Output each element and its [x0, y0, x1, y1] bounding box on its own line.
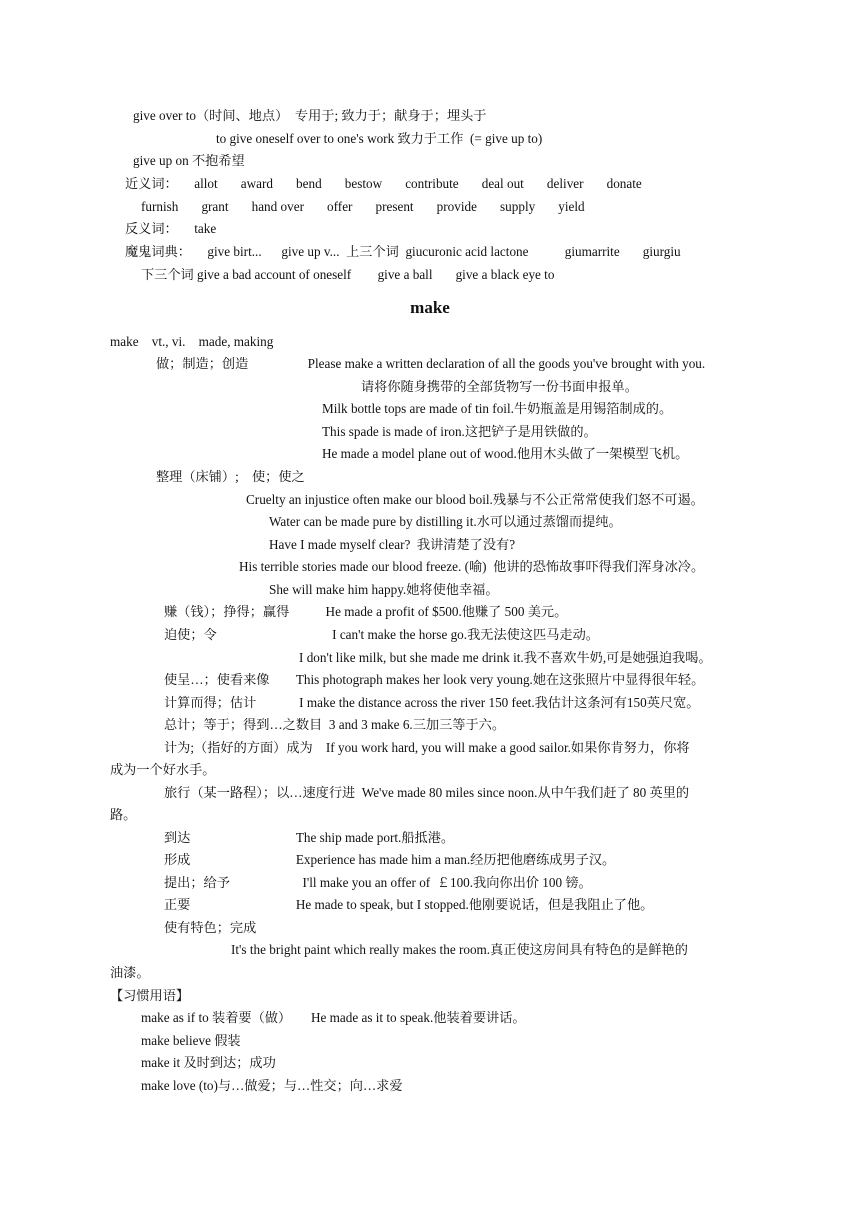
text-line: give up on 不抱希望 — [133, 153, 245, 168]
example-line: Have I made myself clear? 我讲清楚了没有? — [269, 537, 516, 552]
definition-line: 迫使；令 I can't make the horse go.我无法使这匹马走动。 — [164, 627, 599, 642]
definition-line: 赚（钱）；挣得；赢得 He made a profit of $500.他赚了 500 美元。 — [164, 604, 568, 619]
example-line: It's the bright paint which really makes the room.真正使这房间具有特色的是鲜艳的 — [231, 942, 688, 957]
example-line: He made a model plane out of wood.他用木头做了一架模型飞机。 — [322, 446, 689, 461]
definition-line: 总计；等于；得到…之数目 3 and 3 make 6.三加三等于六。 — [164, 717, 506, 732]
idiom-line: make it 及时到达；成功 — [141, 1055, 276, 1070]
text-line: give over to（时间、地点） 专用于; 致力于；献身于；埋头于 — [133, 108, 487, 123]
example-continuation: 油漆。 — [110, 965, 150, 980]
devil-dictionary-line: 魔鬼词典： give birt... give up v... 上三个词 giucuronic acid lactone giumarrite giurgiu — [125, 244, 681, 259]
example-line: 请将你随身携带的全部货物写一份书面申报单。 — [361, 379, 638, 394]
definition-line: 做；制造；创造 Please make a written declaration of all the goods you've brought with you. — [156, 356, 706, 371]
definition-line: 到达 The ship made port.船抵港。 — [164, 830, 455, 845]
devil-dictionary-line: 下三个词 give a bad account of oneself give a ball give a black eye to — [141, 267, 555, 282]
definition-continuation: 成为一个好水手。 — [110, 762, 216, 777]
definition-line: 使有特色；完成 — [164, 920, 257, 935]
definition-line: 形成 Experience has made him a man.经历把他磨练成男子汉。 — [164, 852, 616, 867]
idiom-line: make believe 假装 — [141, 1033, 241, 1048]
definition-line: 使呈…；使看来像 This photograph makes her look very young.她在这张照片中显得很年轻。 — [164, 672, 705, 687]
example-line: This spade is made of iron.这把铲子是用铁做的。 — [322, 424, 597, 439]
example-line: Water can be made pure by distilling it.水可以通过蒸馏而提纯。 — [269, 514, 622, 529]
definition-line: 计算而得；估计 I make the distance across the river 150 feet.我估计这条河有150英尺宽。 — [164, 695, 700, 710]
definition-line: 提出；给予 I'll make you an offer of ￡100.我向你出价 100 镑。 — [164, 875, 592, 890]
synonyms-line: 近义词： allot award bend bestow contribute deal out deliver donate — [125, 176, 642, 191]
example-line: She will make him happy.她将使他幸福。 — [269, 582, 499, 597]
definition-continuation: 路。 — [110, 807, 137, 822]
definition-line: 旅行（某一路程）；以…速度行进 We've made 80 miles since noon.从中午我们赶了 80 英里的 — [164, 785, 690, 800]
entry-heading: make — [410, 298, 450, 317]
example-line: His terrible stories made our blood freeze. (喻) 他讲的恐怖故事吓得我们浑身冰冷。 — [239, 559, 705, 574]
idiom-line: make love (to)与…做爱；与…性交；向…求爱 — [141, 1078, 403, 1093]
example-line: I don't like milk, but she made me drink it.我不喜欢牛奶,可是她强迫我喝。 — [299, 650, 712, 665]
antonyms-line: 反义词： take — [125, 221, 217, 236]
text-line: to give oneself over to one's work 致力于工作 (= give up to) — [216, 131, 543, 146]
definition-line: 计为;（指好的方面）成为 If you work hard, you will make a good sailor.如果你肯努力，你将 — [164, 740, 690, 755]
definition-line: 正要 He made to speak, but I stopped.他刚要说话，但是我阻止了他。 — [164, 897, 654, 912]
example-line: Cruelty an injustice often make our blood boil.残暴与不公正常常使我们怒不可遏。 — [246, 492, 704, 507]
definition-line: 整理（床铺）; 使；使之 — [156, 469, 305, 484]
idioms-header: 【习惯用语】 — [110, 988, 190, 1003]
entry-head-line: make vt., vi. made, making — [110, 334, 274, 349]
synonyms-line: furnish grant hand over offer present provide supply yield — [141, 199, 585, 214]
example-line: Milk bottle tops are made of tin foil.牛奶瓶盖是用锡箔制成的。 — [322, 401, 673, 416]
idiom-line: make as if to 装着要（做） He made as it to speak.他装着要讲话。 — [141, 1010, 526, 1025]
